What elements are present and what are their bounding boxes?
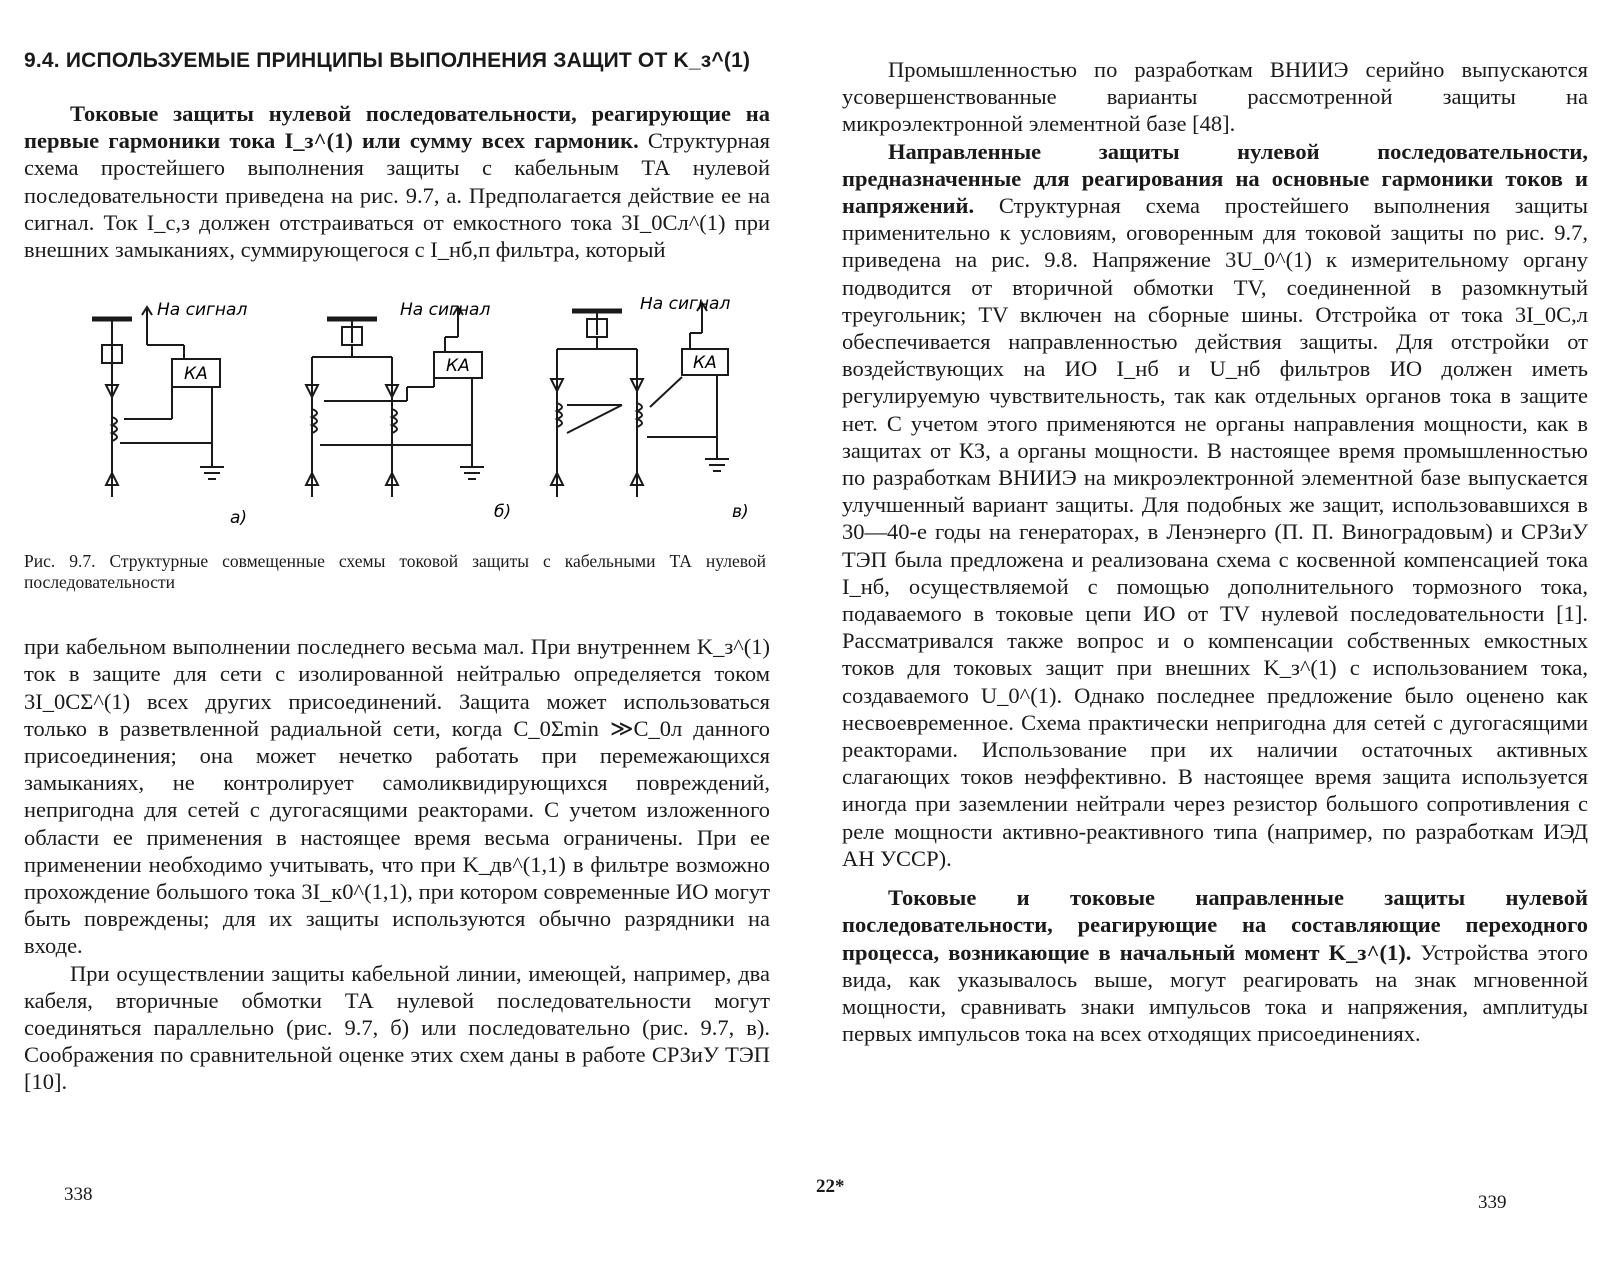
right-paragraph-3-body: Устройства этого вида, как указывалось выше, могут реагировать на знак мгновенной мощности, сравнивать знаки импульсов тока и напряжения, амплитуды первых импульсов тока на всех отходящих присоединениях.: [842, 939, 1589, 1047]
diagram-c: [551, 303, 729, 497]
figure-9-7: [62, 297, 762, 545]
label-a: На сигнал: [157, 300, 248, 321]
right-paragraph-2-body: Структурная схема простейшего выполнения защиты применительно к условиям, оговоренным для токовой защиты по рис. 9.7, приведена на рис. 9.8. Напряжение 3U_0^(1) к измерительному органу подводится от вторичной обмотки TV, соединенной в разомкнутый треугольник; TV включен на сборные шины. Отстройка от тока 3I_0С,л обеспечивается направленностью действия защиты. Для отстройки от воздействующих на ИО I_нб и U_нб фильтров ИО должен иметь регулируемую чувствительность, так как отдельных органов тока в защите нет. С учетом этого применяются не органы направления мощности, как в защитах от КЗ, а органы мощности. В настоящее время промышленностью по разработкам ВНИИЭ на микроэлектронной элементной базе выпускается улучшенный вариант защиты. Для подобных же защит, использовавшихся в 30—40-е годы на генераторах, в Ленэнерго (П. П. Виноградовым) и СРЗиУ ТЭП была предложена и реализована схема с косвенной компенсацией тока I_нб, осуществляемой с помощью дополнительного тормозного тока, подаваемого в токовые цепи ИО от TV нулевой последовательности [1]. Рассматривался также вопрос и о компенсации собственных емкостных токов для токовых защит при внешних K_з^(1) с использованием тока, создаваемого U_0^(1). Однако последнее предложение было оценено как несвоевременное. Схема практически непригодна для сетей с дугогасящими реакторами. Использование при их наличии остаточных активных слагающих токов неэффективно. В настоящее время защита используется иногда при заземлении нейтрали через резистор большого сопротивления с реле мощности активно-реактивного типа (например, по разработкам ИЭД АН УССР).: [842, 193, 1588, 871]
relay-b: КА: [446, 356, 470, 377]
relay-a: КА: [184, 364, 208, 385]
left-page: [20, 0, 845, 1276]
right-paragraph-2-heading: Направленные защиты нулевой последовательности, предназначенные для реагирования на основные гармоники токов и напряжений.: [842, 138, 1588, 219]
right-page: [838, 0, 1598, 1276]
paragraph-1: [24, 100, 770, 263]
right-paragraph-1: Промышленностью по разработкам ВНИИЭ серийно выпускаются усовершенствованные варианты рассмотренной защиты на микроэлектронной элементной базе [48].: [842, 57, 1588, 137]
signature-mark: 22*: [816, 1176, 845, 1197]
diagram-b: [306, 307, 484, 497]
relay-c: КА: [693, 353, 717, 374]
paragraph-2: при кабельном выполнении последнего весьма мал. При внутреннем K_з^(1) ток в защите для сети с изолированной нейтралью определяется током 3I_0СΣ^(1) всех других присоединений. Защита может использоваться только в разветвленной радиальной сети, когда C_0Σmin ≫C_0л данного присоединения; она может нечетко работать при перемежающихся замыканиях, не контролирует самоликвидирующихся повреждений, непригодна для сетей с дугогасящими реакторами. С учетом изложенного области ее применения в настоящее время весьма ограничены. При ее применении необходимо учитывать, что при K_дв^(1,1) в фильтре возможно прохождение большого тока 3I_к0^(1,1), при котором современные ИО могут быть повреждены; для их защиты используются обычно разрядники на входе.: [24, 634, 770, 959]
figure-caption: Рис. 9.7. Структурные совмещенные схемы токовой защиты с кабельными ТА нулевой последовательности: [24, 551, 766, 593]
right-paragraph-3: [842, 884, 1588, 1047]
sub-c: в): [732, 502, 749, 523]
right-paragraph-2: [842, 138, 1588, 872]
label-c: На сигнал: [640, 297, 731, 315]
sub-b: б): [494, 502, 512, 523]
page-number-right: 339: [1478, 1192, 1507, 1213]
paragraph-1-body: Структурная схема простейшего выполнения защиты с кабельным ТА нулевой последовательности приведена на рис. 9.7, а. Предполагается действие ее на сигнал. Ток I_с,з должен отстраиваться от емкостного тока 3I_0Сл^(1) при внешних замыканиях, суммирующегося с I_нб,п фильтра, который: [24, 128, 770, 263]
diagram-a: [92, 307, 224, 497]
page-number-left: 338: [64, 1184, 93, 1205]
label-b: На сигнал: [400, 300, 491, 321]
right-paragraph-3-heading: Токовые и токовые направленные защиты нулевой последовательности, реагирующие на составляющие переходного процесса, возникающие в начальный момент K_з^(1).: [842, 885, 1588, 965]
section-title: 9.4. ИСПОЛЬЗУЕМЫЕ ПРИНЦИПЫ ВЫПОЛНЕНИЯ ЗАЩИТ ОТ K_з^(1): [24, 49, 751, 72]
paragraph-1-heading: Токовые защиты нулевой последовательности, реагирующие на первые гармоники тока I_з^(1) или сумму всех гармоник.: [24, 101, 770, 154]
sub-a: а): [230, 508, 248, 529]
circuit-diagrams: [62, 297, 762, 545]
paragraph-3: При осуществлении защиты кабельной линии, имеющей, например, два кабеля, вторичные обмотки ТА нулевой последовательности могут соединяться параллельно (рис. 9.7, б) или последовательно (рис. 9.7, в). Соображения по сравнительной оценке этих схем даны в работе СРЗиУ ТЭП [10].: [24, 960, 770, 1095]
